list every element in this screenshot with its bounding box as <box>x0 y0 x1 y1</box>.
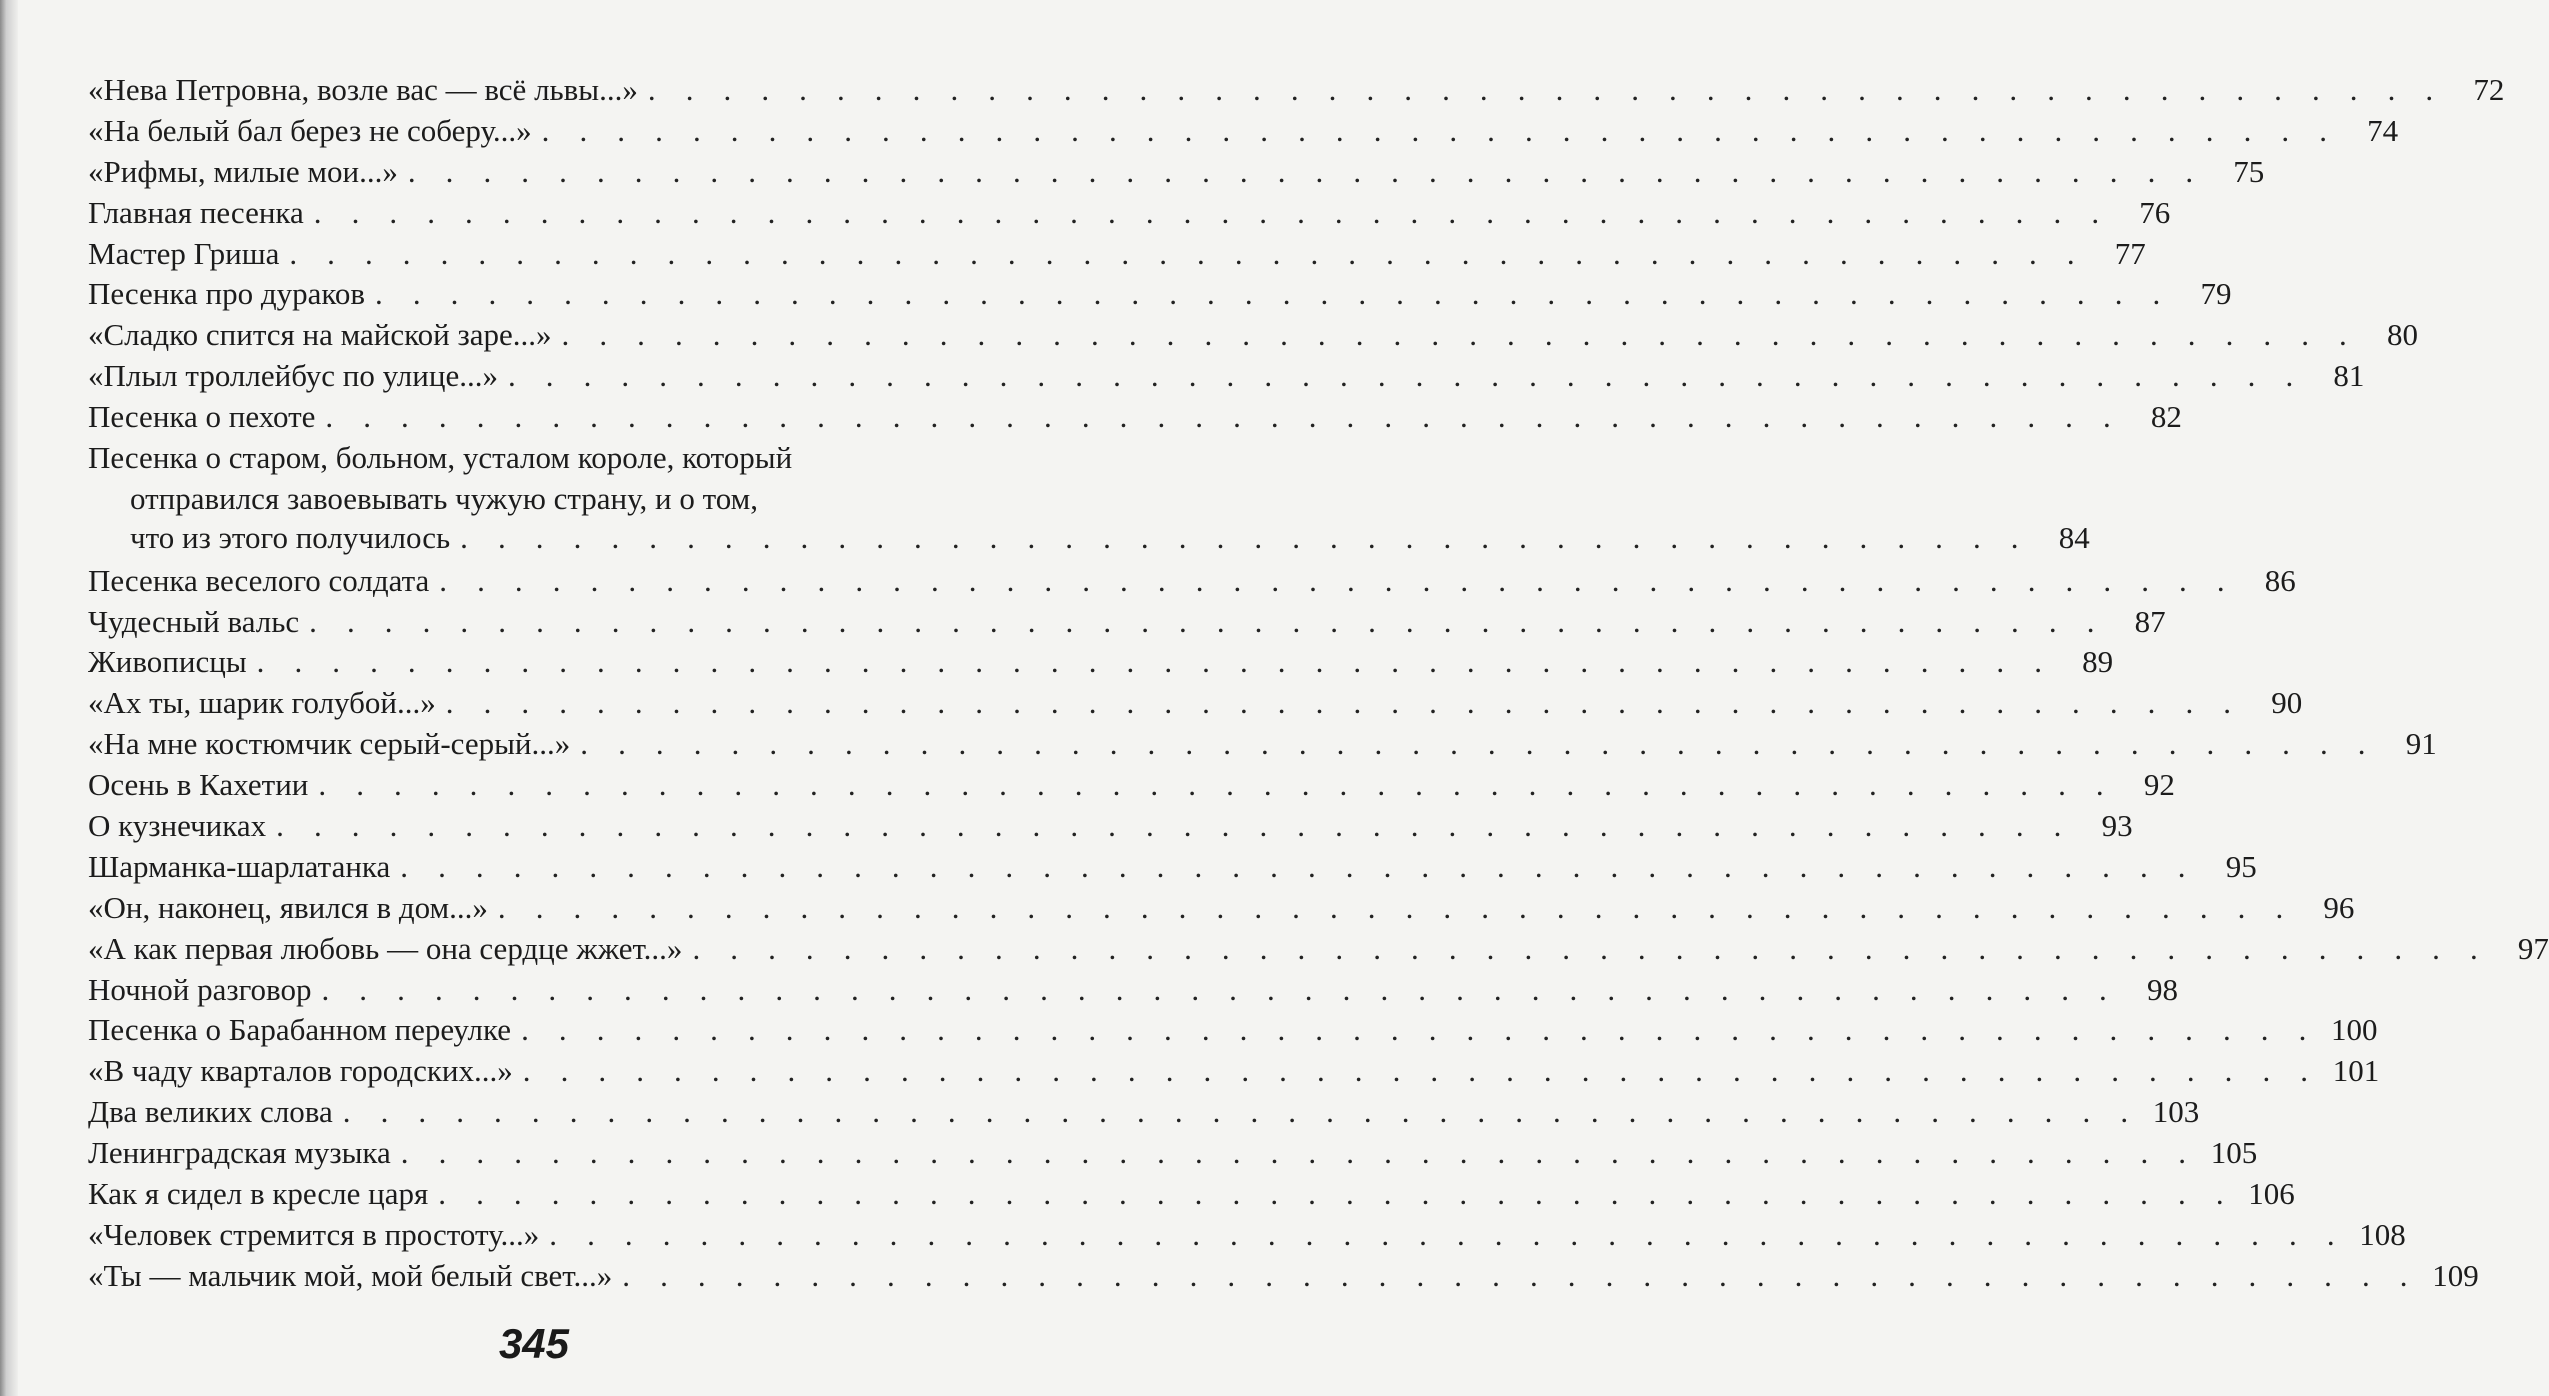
toc-entry-page: 97 <box>2517 930 2549 966</box>
toc-entry <box>88 847 2257 888</box>
toc-entry-page: 89 <box>2082 644 2114 680</box>
leader-dots: . . . . . . . . . . . . . . . . . . . . . . . . . . . . . . . . . . . . . . . . . . . . . . . . <box>318 767 2115 803</box>
toc-entry <box>88 193 2171 234</box>
leader-dots: . . . . . . . . . . . . . . . . . . . . . . . . . . . . . . . . . . . . . . . . . . . . . . . . <box>256 644 2054 680</box>
toc-entry <box>88 1010 2378 1051</box>
page-number: 345 <box>498 1320 570 1367</box>
leader-dots: . . . . . . . . . . . . . . . . . . . . . . . . . . . . . . . . . . . . . . . . . . . . . . . . <box>342 1094 2140 1130</box>
toc-entry-page: 82 <box>2150 399 2182 435</box>
toc-entry-page: 75 <box>2233 153 2265 189</box>
toc-entry-page: 92 <box>2143 767 2175 803</box>
leader-dots: . . . . . . . . . . . . . . . . . . . . . . . . . . . . . . . . . . . . . . . . . . . . . . . . <box>622 1257 2419 1293</box>
toc-entry <box>88 315 2418 356</box>
toc-entry-page: 84 <box>2058 519 2090 555</box>
page-binding-edge <box>0 0 18 1396</box>
toc-entry-title: Песенка о Барабанном переулке <box>88 1012 512 1048</box>
toc-entry-title: Осень в Кахетии <box>88 767 309 803</box>
toc-entry <box>88 1133 2258 1174</box>
toc-entry <box>88 1174 2295 1215</box>
leader-dots: . . . . . . . . . . . . . . . . . . . . . . . . . . . . . . . . . . . . . . . . . . . . . . . . <box>289 235 2086 271</box>
toc-entry <box>88 602 2166 643</box>
toc-entry-page: 87 <box>2134 603 2166 639</box>
leader-dots: . . . . . . . . . . . . . . . . . . . . . . . . . . . . . . . . . . . . . . . . . . . . . . . . <box>522 1053 2320 1089</box>
toc-entry-title: «Сладко спится на майской заре...» <box>88 317 552 353</box>
leader-dots: . . . . . . . . . . . . . . . . . . . . . . . . . . . . . . . . . . . . . . . . . . . . . . . . <box>647 72 2445 107</box>
leader-dots: . . . . . . . . . . . . . . . . . . . . . . . . . . . . . . . . . . . . . . . . . . . . . . . . <box>549 1216 2346 1252</box>
leader-dots: . . . . . . . . . . . . . . . . . . . . . . . . . . . . . . . . . . . . . . . . . . . . . . . . <box>439 562 2236 598</box>
toc-entry-page: 80 <box>2386 317 2418 353</box>
toc-entry <box>88 970 2178 1011</box>
toc-entry-title: Шарманка-шарлатанка <box>88 848 391 884</box>
leader-dots: . . . . . . . . . . . . . . . . . . . . . . . . . . . . . . . . . . . . . . . . . . . . . . . . <box>309 603 2106 639</box>
toc-entry <box>88 274 2232 315</box>
leader-dots: . . . . . . . . . . . . . . . . . . . . . . . . . . . . . . . . . . . . . . . . . . . . . . . . <box>692 930 2489 966</box>
toc-entries-before <box>88 70 2505 438</box>
toc-entry <box>88 356 2365 397</box>
toc-entry-title: «На мне костюмчик серый-серый...» <box>88 726 571 762</box>
toc-entry-title: Ленинградская музыка <box>88 1135 391 1171</box>
table-of-contents <box>88 70 2549 1297</box>
leader-dots: . . . . . . . . . . . . . . . . . . . . . . . . . . . . . . . . . . . . . . . . . . . . . . . . <box>497 889 2295 925</box>
toc-entry <box>88 561 2296 602</box>
toc-entry-title: «Ах ты, шарик голубой...» <box>88 685 436 721</box>
toc-entry-title: «На белый бал берез не соберу...» <box>88 112 532 148</box>
toc-entry-title: «Нева Петровна, возле вас — всё львы...» <box>88 72 638 107</box>
leader-dots: . . . . . . . . . . . . . . . . . . . . . . . . . . . . . . . . . . . . . . . . . . . . . . . . <box>521 1012 2318 1048</box>
toc-entry-page: 72 <box>2473 72 2505 107</box>
leader-dots: . . . . . . . . . . . . . . . . . . . . . . . . . . . . . . . . . . . . . . . . . . . . . . . . <box>507 358 2305 394</box>
toc-entry <box>88 1092 2200 1133</box>
leader-dots: . . . . . . . . . . . . . . . . . . . . . . . . . . . . . . . . . . . . . . . . . . . . . . . . <box>580 726 2377 762</box>
leader-dots: . . . . . . . . . . . . . . . . . . . . . . . . . . . . . . . . . . . . . . . . . . . . . . . . <box>276 808 2073 844</box>
toc-entry <box>88 683 2303 724</box>
toc-entry-title: «Человек стремится в простоту...» <box>88 1216 540 1252</box>
toc-entry <box>88 1256 2479 1297</box>
toc-entry-title: Песенка веселого солдата <box>88 562 430 598</box>
toc-entry <box>88 929 2549 970</box>
leader-dots: . . . . . . . . . . . . . . . . . . . . . . . . . . . . . . . . . . . . . . . . . . . . . . . . <box>325 399 2122 435</box>
toc-entry-long-line2: отправился завоевывать чужую страну, и о том, <box>130 480 759 516</box>
toc-entry-page: 101 <box>2332 1053 2380 1089</box>
toc-entry <box>88 642 2114 683</box>
toc-entry-title: «А как первая любовь — она сердце жжет...» <box>88 930 683 966</box>
toc-entry-title: Как я сидел в кресле царя <box>88 1176 429 1212</box>
toc-entry-title: Песенка о пехоте <box>88 399 316 435</box>
leader-dots: . . . . . . . . . . . . . . . . . . . . . . . . . . . . . . . . . . . . . . . . . . . . . . . . <box>313 194 2111 230</box>
toc-entry-page: 96 <box>2323 889 2355 925</box>
toc-entry <box>88 724 2437 765</box>
toc-entry-page: 105 <box>2210 1135 2258 1171</box>
toc-entry-page: 93 <box>2101 808 2133 844</box>
toc-entry-title: Чудесный вальс <box>88 603 300 639</box>
toc-entry <box>88 70 2505 111</box>
toc-entry-title: О кузнечиках <box>88 808 267 844</box>
toc-entry-long-line1: Песенка о старом, больном, усталом короле, который <box>88 440 793 476</box>
toc-entry-page: 90 <box>2271 685 2303 721</box>
toc-entry-page: 74 <box>2367 112 2399 148</box>
toc-entry-page: 79 <box>2200 276 2232 312</box>
toc-entry <box>88 806 2133 847</box>
leader-dots: . . . . . . . . . . . . . . . . . . . . . . . . . . . . . . . . . . . . . . . . . . <box>460 519 2030 555</box>
toc-entries-after <box>88 561 2549 1297</box>
toc-entry <box>88 1215 2406 1256</box>
toc-entry <box>88 1051 2380 1092</box>
toc-entry-page: 98 <box>2146 971 2178 1007</box>
toc-entry-page: 91 <box>2405 726 2437 762</box>
toc-entry-title: Песенка про дураков <box>88 276 366 312</box>
leader-dots: . . . . . . . . . . . . . . . . . . . . . . . . . . . . . . . . . . . . . . . . . . . . . . . . <box>561 317 2358 353</box>
toc-entry-page: 103 <box>2152 1094 2200 1130</box>
toc-entry-long-line3: что из этого получилось <box>130 519 451 555</box>
toc-entry <box>88 765 2175 806</box>
toc-entry <box>88 888 2355 929</box>
toc-entry-page: 86 <box>2264 562 2296 598</box>
toc-entry-title: «Ты — мальчик мой, мой белый свет...» <box>88 1257 613 1293</box>
toc-entry <box>88 234 2146 275</box>
toc-entry <box>88 397 2182 438</box>
toc-entry <box>88 152 2265 193</box>
leader-dots: . . . . . . . . . . . . . . . . . . . . . . . . . . . . . . . . . . . . . . . . . . . . . . . . <box>407 153 2205 189</box>
toc-entry-title: «Он, наконец, явился в дом...» <box>88 889 488 925</box>
leader-dots: . . . . . . . . . . . . . . . . . . . . . . . . . . . . . . . . . . . . . . . . . . . . . . . . <box>445 685 2243 721</box>
leader-dots: . . . . . . . . . . . . . . . . . . . . . . . . . . . . . . . . . . . . . . . . . . . . . . . . <box>400 848 2197 884</box>
leader-dots: . . . . . . . . . . . . . . . . . . . . . . . . . . . . . . . . . . . . . . . . . . . . . . . . <box>321 971 2118 1007</box>
leader-dots: . . . . . . . . . . . . . . . . . . . . . . . . . . . . . . . . . . . . . . . . . . . . . . . . <box>541 112 2339 148</box>
toc-entry-page: 81 <box>2333 358 2365 394</box>
toc-entry-title: «Рифмы, милые мои...» <box>88 153 398 189</box>
toc-entry-title: Мастер Гриша <box>88 235 280 271</box>
leader-dots: . . . . . . . . . . . . . . . . . . . . . . . . . . . . . . . . . . . . . . . . . . . . . . . . <box>400 1135 2198 1171</box>
toc-entry-title: Главная песенка <box>88 194 304 230</box>
toc-entry <box>88 111 2399 152</box>
toc-entry-page: 77 <box>2114 235 2146 271</box>
leader-dots: . . . . . . . . . . . . . . . . . . . . . . . . . . . . . . . . . . . . . . . . . . . . . . . . <box>375 276 2172 312</box>
toc-entry-page: 95 <box>2225 848 2257 884</box>
toc-entry-title: Живописцы <box>88 644 247 680</box>
toc-entry-title: «В чаду кварталов городских...» <box>88 1053 513 1089</box>
toc-entry-page: 100 <box>2331 1012 2378 1048</box>
leader-dots: . . . . . . . . . . . . . . . . . . . . . . . . . . . . . . . . . . . . . . . . . . . . . . . . <box>438 1176 2235 1212</box>
toc-entry-long <box>88 438 2090 561</box>
toc-entry-title: Два великих слова <box>88 1094 333 1130</box>
toc-entry-title: Ночной разговор <box>88 971 312 1007</box>
toc-entry-page: 108 <box>2359 1216 2406 1252</box>
toc-entry-page: 106 <box>2248 1176 2295 1212</box>
toc-entry-page: 109 <box>2432 1257 2479 1293</box>
toc-entry-page: 76 <box>2139 194 2171 230</box>
toc-entry-title: «Плыл троллейбус по улице...» <box>88 358 498 394</box>
